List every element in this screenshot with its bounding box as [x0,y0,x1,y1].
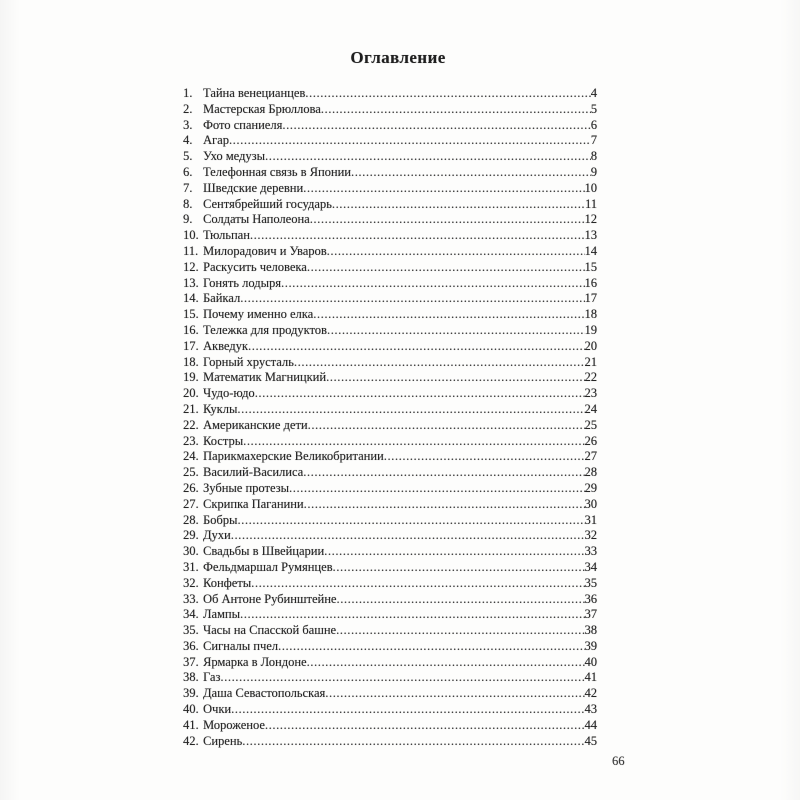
toc-entry-title: Свадьбы в Швейцарии [203,544,325,559]
toc-entry [183,560,597,576]
toc-entry [183,276,597,292]
toc-entry-number: 10. [183,228,199,243]
dot-leader [282,118,590,134]
page-number: 66 [612,754,625,768]
toc-entry [183,655,597,671]
toc-entry-title: Часы на Спасской башне [203,623,337,638]
dot-leader [220,670,584,686]
toc-entry-page: 32 [584,528,597,543]
toc-entry-page: 19 [584,322,597,337]
toc-entry-title: Мастерская Брюллова [203,101,321,116]
toc-entry-page: 6 [590,117,597,132]
toc-entry-page: 8 [590,149,597,164]
toc-entry-page: 13 [584,228,597,243]
dot-leader [255,386,585,402]
toc-entry-title: Почему именно елка [203,307,314,322]
toc-entry [183,165,597,181]
toc-entry-page: 4 [590,86,597,100]
toc-entry [183,465,597,481]
toc-entry-title: Конфеты [203,575,252,590]
dot-leader [240,291,584,307]
toc-entry-title: Агар [203,133,229,148]
toc-list [183,86,597,749]
toc-entry-number: 40. [183,702,199,717]
dot-leader [304,497,585,513]
toc-entry-number: 12. [183,259,199,274]
toc-entry-page: 17 [584,291,597,306]
toc-entry [183,734,597,750]
toc-entry-title: Скрипка Паганини [203,496,304,511]
toc-entry-title: Бобры [203,512,238,527]
toc-entry-title: Фельдмаршал Румянцев [203,559,333,574]
dot-leader [327,323,585,339]
dot-leader [326,370,584,386]
toc-entry-number: 34. [183,607,199,622]
toc-entry-title: Парикмахерские Великобритании [203,449,384,464]
toc-entry-page: 31 [584,512,597,527]
page-title: Оглавление [350,48,446,67]
toc-entry-page: 45 [584,733,597,748]
toc-entry-title: Тайна венецианцев [203,86,306,100]
toc-entry [183,418,597,434]
toc-entry-number: 24. [183,449,199,464]
toc-entry-page: 29 [584,480,597,495]
toc-entry-title: Газ [203,670,221,685]
toc-entry-title: Лампы [203,607,241,622]
dot-leader [250,228,585,244]
dot-leader [237,513,584,529]
toc-entry [183,607,597,623]
toc-entry-number: 27. [183,496,199,511]
dot-leader [229,133,591,149]
toc-entry-page: 34 [584,559,597,574]
toc-entry-title: Телефонная связь в Японии [203,164,351,179]
toc-entry-number: 39. [183,686,199,701]
toc-entry-title: Математик Магницкий [203,370,327,385]
dot-leader [307,655,585,671]
toc-entry-page: 11 [584,196,597,211]
toc-entry [183,386,597,402]
dot-leader [303,465,584,481]
dot-leader [281,276,585,292]
toc-entry-title: Василий-Василиса [203,465,304,480]
toc-entry [183,639,597,655]
toc-entry-page: 25 [584,417,597,432]
toc-entry-number: 26. [183,480,199,495]
toc-entry-page: 44 [584,717,597,732]
toc-entry-number: 4. [183,133,193,148]
toc-entry-title: Горный хрусталь [203,354,294,369]
toc-entry-title: Сентябрейший государь [203,196,332,211]
toc-entry-number: 35. [183,623,199,638]
toc-entry-page: 28 [584,465,597,480]
toc-entry-number: 37. [183,654,199,669]
toc-entry-page: 33 [584,544,597,559]
toc-entry-number: 21. [183,401,199,416]
toc-entry-page: 7 [590,133,597,148]
toc-entry-page: 12 [584,212,597,227]
toc-entry-title: Американские дети [203,417,308,432]
toc-entry-number: 30. [183,544,199,559]
toc-entry-number: 7. [183,180,193,195]
toc-entry [183,702,597,718]
toc-entry-title: Акведук [203,338,248,353]
toc-entry-page: 38 [584,623,597,638]
dot-leader [325,686,584,702]
toc-entry [183,228,597,244]
toc-entry-page: 27 [584,449,597,464]
toc-entry-number: 9. [183,212,193,227]
toc-entry-number: 41. [183,717,199,732]
toc-entry [183,149,597,165]
dot-leader [289,481,585,497]
toc-entry [183,102,597,118]
dot-leader [327,244,585,260]
toc-entry-title: Раскусить человека [203,259,307,274]
toc-entry-number: 1. [183,86,193,100]
toc-entry-page: 43 [584,702,597,717]
dot-leader [351,165,591,181]
toc-entry-title: Зубные протезы [203,480,289,495]
toc-entry-title: Духи [203,528,231,543]
toc-entry-page: 14 [584,243,597,258]
toc-entry [183,181,597,197]
toc-entry [183,592,597,608]
toc-entry-number: 2. [183,101,193,116]
toc-entry-title: Шведские деревни [203,180,304,195]
toc-entry-number: 36. [183,638,199,653]
toc-entry-title: Мороженое [203,717,265,732]
toc-entry-number: 22. [183,417,199,432]
toc-entry-number: 18. [183,354,199,369]
toc-entry-title: Тюльпан [203,228,250,243]
toc-entry [183,291,597,307]
dot-leader [294,355,585,371]
toc-entry-number: 31. [183,559,199,574]
dot-leader [324,544,584,560]
toc-entry-number: 6. [183,164,193,179]
dot-leader [307,260,585,276]
toc-entry [183,402,597,418]
toc-entry-number: 25. [183,465,199,480]
toc-entry [183,307,597,323]
toc-entry [183,497,597,513]
toc-entry-title: Тележка для продуктов [203,322,327,337]
dot-leader [240,607,584,623]
dot-leader [251,576,584,592]
dot-leader [265,718,585,734]
toc-entry-number: 8. [183,196,193,211]
toc-entry [183,118,597,134]
toc-entry-page: 21 [584,354,597,369]
dot-leader [336,592,584,608]
dot-leader [310,212,585,228]
toc-entry [183,355,597,371]
toc-entry-page: 40 [584,654,597,669]
toc-entry-number: 19. [183,370,199,385]
toc-entry-page: 18 [584,307,597,322]
dot-leader [278,639,584,655]
toc-entry-title: Гонять лодыря [203,275,281,290]
toc-entry [183,339,597,355]
toc-entry-number: 28. [183,512,199,527]
toc-entry [183,370,597,386]
toc-entry-title: Куклы [203,401,238,416]
toc-entry [183,544,597,560]
toc-entry-title: Костры [203,433,244,448]
dot-leader [305,86,590,102]
toc-entry-number: 5. [183,149,193,164]
toc-entry-page: 41 [584,670,597,685]
toc-entry [183,244,597,260]
toc-entry-page: 10 [584,180,597,195]
toc-entry-page: 16 [584,275,597,290]
toc-entry [183,686,597,702]
dot-leader [265,149,591,165]
toc-entry-title: Даша Севастопольская [203,686,326,701]
dot-leader [332,197,585,213]
dot-leader [333,560,585,576]
toc-entry [183,133,597,149]
toc-entry [183,449,597,465]
toc-entry-title: Милорадович и Уваров [203,243,327,258]
dot-leader [336,623,584,639]
dot-leader [231,528,585,544]
toc-entry [183,212,597,228]
toc-entry-title: Сигналы пчел [203,638,279,653]
toc-entry-title: Сирень [203,733,243,748]
toc-entry-number: 3. [183,117,193,132]
toc-entry-page: 9 [590,164,597,179]
dot-leader [243,434,584,450]
toc-entry-number: 38. [183,670,199,685]
toc-entry [183,528,597,544]
toc-entry [183,260,597,276]
toc-entry-number: 42. [183,733,199,748]
toc-entry-title: Очки [203,702,232,717]
toc-entry [183,718,597,734]
toc-entry-number: 23. [183,433,199,448]
toc-entry-number: 32. [183,575,199,590]
dot-leader [308,418,585,434]
dot-leader [237,402,584,418]
toc-entry-page: 37 [584,607,597,622]
toc-entry-page: 5 [590,101,597,116]
toc-entry [183,197,597,213]
toc-entry [183,670,597,686]
toc-entry-title: Об Антоне Рубинштейне [203,591,337,606]
toc-entry-title: Байкал [203,291,241,306]
toc-entry [183,86,597,102]
toc-entry-number: 15. [183,307,199,322]
toc-entry-page: 39 [584,638,597,653]
dot-leader [313,307,584,323]
toc-entry-page: 30 [584,496,597,511]
toc-entry-page: 15 [584,259,597,274]
dot-leader [321,102,591,118]
toc-entry-page: 20 [584,338,597,353]
toc-entry-page: 42 [584,686,597,701]
toc-entry-number: 11. [183,243,199,258]
dot-leader [303,181,584,197]
toc-entry-title: Фото спаниеля [203,117,283,132]
toc-entry [183,323,597,339]
toc-entry [183,513,597,529]
dot-leader [242,734,584,750]
toc-entry-page: 36 [584,591,597,606]
toc-entry-title: Чудо-юдо [203,386,255,401]
dot-leader [384,449,585,465]
toc-entry-number: 14. [183,291,199,306]
toc-entry-title: Ухо медузы [203,149,265,164]
toc-entry-page: 22 [584,370,597,385]
toc-entry-number: 33. [183,591,199,606]
toc-entry-title: Ярмарка в Лондоне [203,654,307,669]
toc-entry-page: 26 [584,433,597,448]
toc-entry [183,481,597,497]
toc-entry-page: 24 [584,401,597,416]
toc-entry-number: 29. [183,528,199,543]
toc-entry-number: 13. [183,275,199,290]
toc-entry [183,434,597,450]
toc-entry-page: 35 [584,575,597,590]
toc-entry [183,576,597,592]
dot-leader [231,702,584,718]
toc-entry-title: Солдаты Наполеона [203,212,310,227]
toc-entry-number: 16. [183,322,199,337]
toc-entry-number: 20. [183,386,199,401]
toc-entry [183,623,597,639]
toc-entry-page: 23 [584,386,597,401]
toc-entry-number: 17. [183,338,199,353]
dot-leader [248,339,585,355]
